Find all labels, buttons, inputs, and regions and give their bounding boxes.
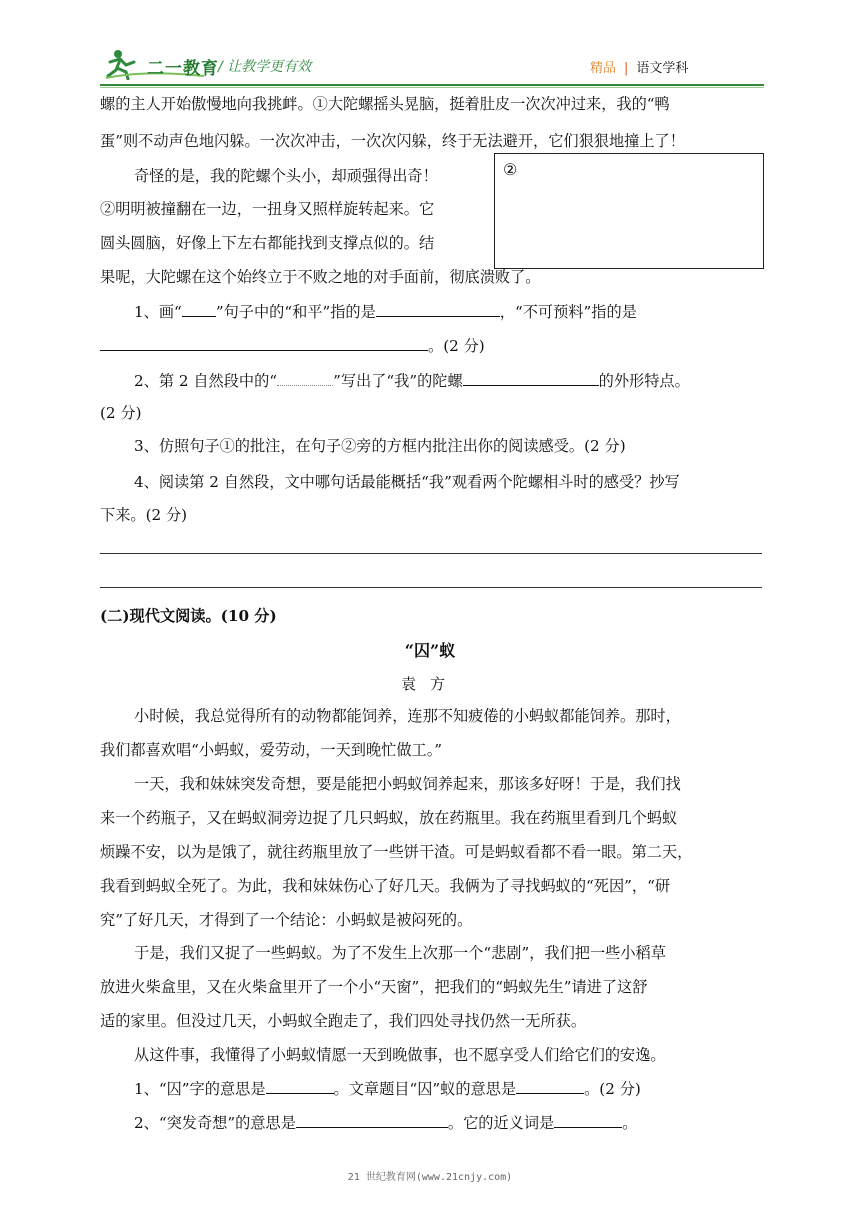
question-1 [100, 301, 798, 322]
question-4: 4、阅读第 2 自然段，文中哪句话最能概括“我”观看两个陀螺相斗时的感受？抄写 [134, 473, 680, 491]
text-line: 圆头圆脑，好像上下左右都能找到支撑点似的。结 [100, 234, 435, 252]
article-author: 袁方 [400, 675, 459, 693]
q-text: 。(2 分) [584, 1080, 641, 1098]
annotation-box[interactable] [494, 153, 764, 269]
answer-blank[interactable] [100, 335, 428, 351]
text-line: 蛋”则不动声色地闪躲。一次次冲击，一次次闪躲，终于无法避开，它们狠狠地撞上了！ [100, 132, 685, 150]
answer-blank[interactable] [296, 1112, 448, 1128]
dotted-blank[interactable] [277, 370, 333, 386]
text-line: 放进火柴盒里，又在火柴盒里开了一个小“天窗”，把我们的“蚂蚁先生”请进了这舒 [100, 978, 648, 996]
header-rule [100, 84, 764, 86]
question-4-cont: 下来。(2 分) [100, 506, 188, 524]
header-rule-thin [100, 87, 764, 88]
q-text: 。文章题目“囚”蚁的意思是 [333, 1080, 517, 1098]
brand-separator: | [624, 61, 629, 76]
answer-blank[interactable] [516, 1078, 584, 1094]
question-1-cont [100, 335, 764, 356]
q-text: ”写出了“我”的陀螺 [333, 372, 463, 390]
text-line: 烦躁不安，以为是饿了，就往药瓶里放了一些饼干渣。可是蚂蚁看都不看一眼。第二天， [100, 843, 693, 861]
q-text: 的外形特点。 [598, 372, 690, 390]
answer-line[interactable] [100, 587, 762, 588]
text-line: 我们都喜欢唱“小蚂蚁，爱劳动，一天到晚忙做工。” [100, 741, 443, 759]
question-2-score: (2 分) [100, 404, 142, 422]
question-2 [100, 1112, 798, 1133]
q-text: ”句子中的“和平”指的是 [215, 303, 376, 321]
q-text: 2、第 2 自然段中的“ [134, 372, 278, 390]
q-text: 。(2 分) [428, 337, 485, 355]
article-title: “囚”蚁 [404, 641, 456, 660]
text-line: 一天，我和妹妹突发奇想，要是能把小蚂蚁饲养起来，那该多好呀！于是，我们找 [134, 775, 681, 793]
q-text: 1、“囚”字的意思是 [134, 1080, 266, 1098]
brand-subject: 语文学科 [636, 61, 689, 76]
answer-blank[interactable] [554, 1112, 622, 1128]
annotation-mark: ② [503, 160, 518, 179]
brand-label [590, 57, 688, 76]
brand-premium: 精品 [590, 61, 617, 76]
answer-line[interactable] [100, 553, 762, 554]
text-line: 奇怪的是，我的陀螺个头小，却顽强得出奇！ [134, 167, 438, 185]
text-line: 螺的主人开始傲慢地向我挑衅。①大陀螺摇头晃脑，挺着肚皮一次次冲过来，我的“鸭 [100, 95, 670, 113]
text-line: 我看到蚂蚁全死了。为此，我和妹妹伤心了好几天。我俩为了寻找蚂蚁的“死因”，“研 [100, 877, 671, 895]
answer-blank[interactable] [463, 370, 599, 386]
text-line: 究”了好几天，才得到了一个结论：小蚂蚁是被闷死的。 [100, 911, 473, 929]
logo-text: 二一教育 [147, 59, 219, 79]
q-text: 1、画“ [134, 303, 182, 321]
text-line: 来一个药瓶子，又在蚂蚁洞旁边捉了几只蚂蚁，放在药瓶里。我在药瓶里看到几个蚂蚁 [100, 809, 678, 827]
text-line: ②明明被撞翻在一边，一扭身又照样旋转起来。它 [100, 200, 435, 218]
text-line: 果呢，大陀螺在这个始终立于不败之地的对手面前，彻底溃败了。 [100, 268, 541, 286]
q-text: 。 [622, 1114, 638, 1132]
q-text: 2、“突发奇想”的意思是 [134, 1114, 296, 1132]
page-footer: 21 世纪教育网(www.21cnjy.com) [347, 1172, 513, 1183]
text-line: 小时候，我总觉得所有的动物都能饲养，连那不知疲倦的小蚂蚁都能饲养。那时， [134, 707, 681, 725]
section-heading: (二)现代文阅读。(10 分) [100, 607, 277, 625]
answer-blank[interactable] [266, 1078, 334, 1094]
answer-blank[interactable] [182, 301, 216, 317]
text-line: 适的家里。但没过几天，小蚂蚁全跑走了，我们四处寻找仍然一无所获。 [100, 1012, 586, 1030]
q-text: 。它的近义词是 [447, 1114, 555, 1132]
question-2 [100, 370, 798, 391]
text-line: 于是，我们又捉了一些蚂蚁。为了不发生上次那一个“悲剧”，我们把一些小稻草 [134, 944, 666, 962]
q-text: ，“不可预料”指的是 [499, 303, 637, 321]
slogan: / 让教学更有效 [218, 59, 312, 75]
question-1 [100, 1078, 798, 1099]
answer-blank[interactable] [376, 301, 500, 317]
text-line: 从这件事，我懂得了小蚂蚁情愿一天到晚做事，也不愿享受人们给它们的安逸。 [134, 1046, 666, 1064]
page-header [0, 0, 860, 90]
question-3: 3、仿照句子①的批注，在句子②旁的方框内批注出你的阅读感受。(2 分) [134, 437, 626, 455]
